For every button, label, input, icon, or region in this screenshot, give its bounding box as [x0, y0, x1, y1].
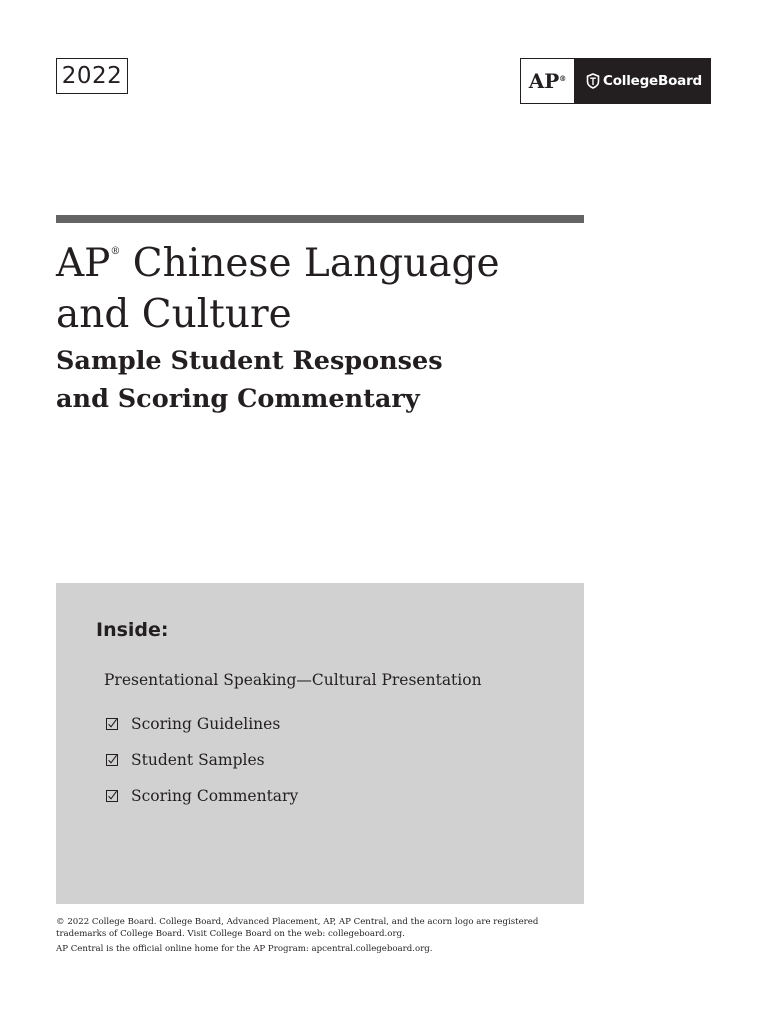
year-text: 2022 [61, 63, 123, 89]
inside-panel [56, 583, 584, 904]
page-subtitle [56, 342, 656, 418]
list-item [104, 706, 298, 742]
ap-logo-text: AP [528, 69, 560, 93]
acorn-icon [586, 73, 600, 89]
title-registered-mark: ® [110, 246, 121, 257]
title-rule [56, 215, 584, 223]
footer-copyright-line2: trademarks of College Board. Visit College Board on the web: collegeboard.org. [56, 929, 405, 939]
list-item [104, 742, 298, 778]
list-item-label: Scoring Commentary [131, 787, 299, 805]
title-line1-rest: Chinese Language [120, 241, 500, 286]
list-item-label: Student Samples [131, 751, 265, 769]
collegeboard-logo [574, 59, 710, 103]
inside-checklist [104, 706, 298, 814]
checkbox-checked-icon [106, 790, 118, 802]
collegeboard-logo-text: CollegeBoard [603, 73, 703, 89]
list-item [104, 778, 298, 814]
ap-collegeboard-logo [520, 58, 711, 104]
subtitle-line2: and Scoring Commentary [56, 384, 420, 414]
footer-copyright [56, 916, 596, 940]
checkbox-checked-icon [106, 718, 118, 730]
inside-section-title: Presentational Speaking—Cultural Presentation [104, 671, 482, 689]
footer-legal [56, 916, 596, 955]
ap-logo-mark: ® [559, 73, 567, 83]
footer-copyright-line1: © 2022 College Board. College Board, Advanced Placement, AP, AP Central, and the acorn logo are registered [56, 917, 539, 927]
subtitle-line1: Sample Student Responses [56, 346, 443, 376]
checkbox-checked-icon [106, 754, 118, 766]
footer-ap-central: AP Central is the official online home for the AP Program: apcentral.collegeboard.org. [56, 944, 433, 954]
year-badge [56, 58, 128, 94]
list-item-label: Scoring Guidelines [131, 715, 281, 733]
ap-logo [521, 59, 574, 103]
title-line2: and Culture [56, 292, 292, 337]
title-ap: AP [56, 241, 111, 286]
inside-heading: Inside: [96, 619, 169, 641]
page-title [56, 234, 656, 340]
